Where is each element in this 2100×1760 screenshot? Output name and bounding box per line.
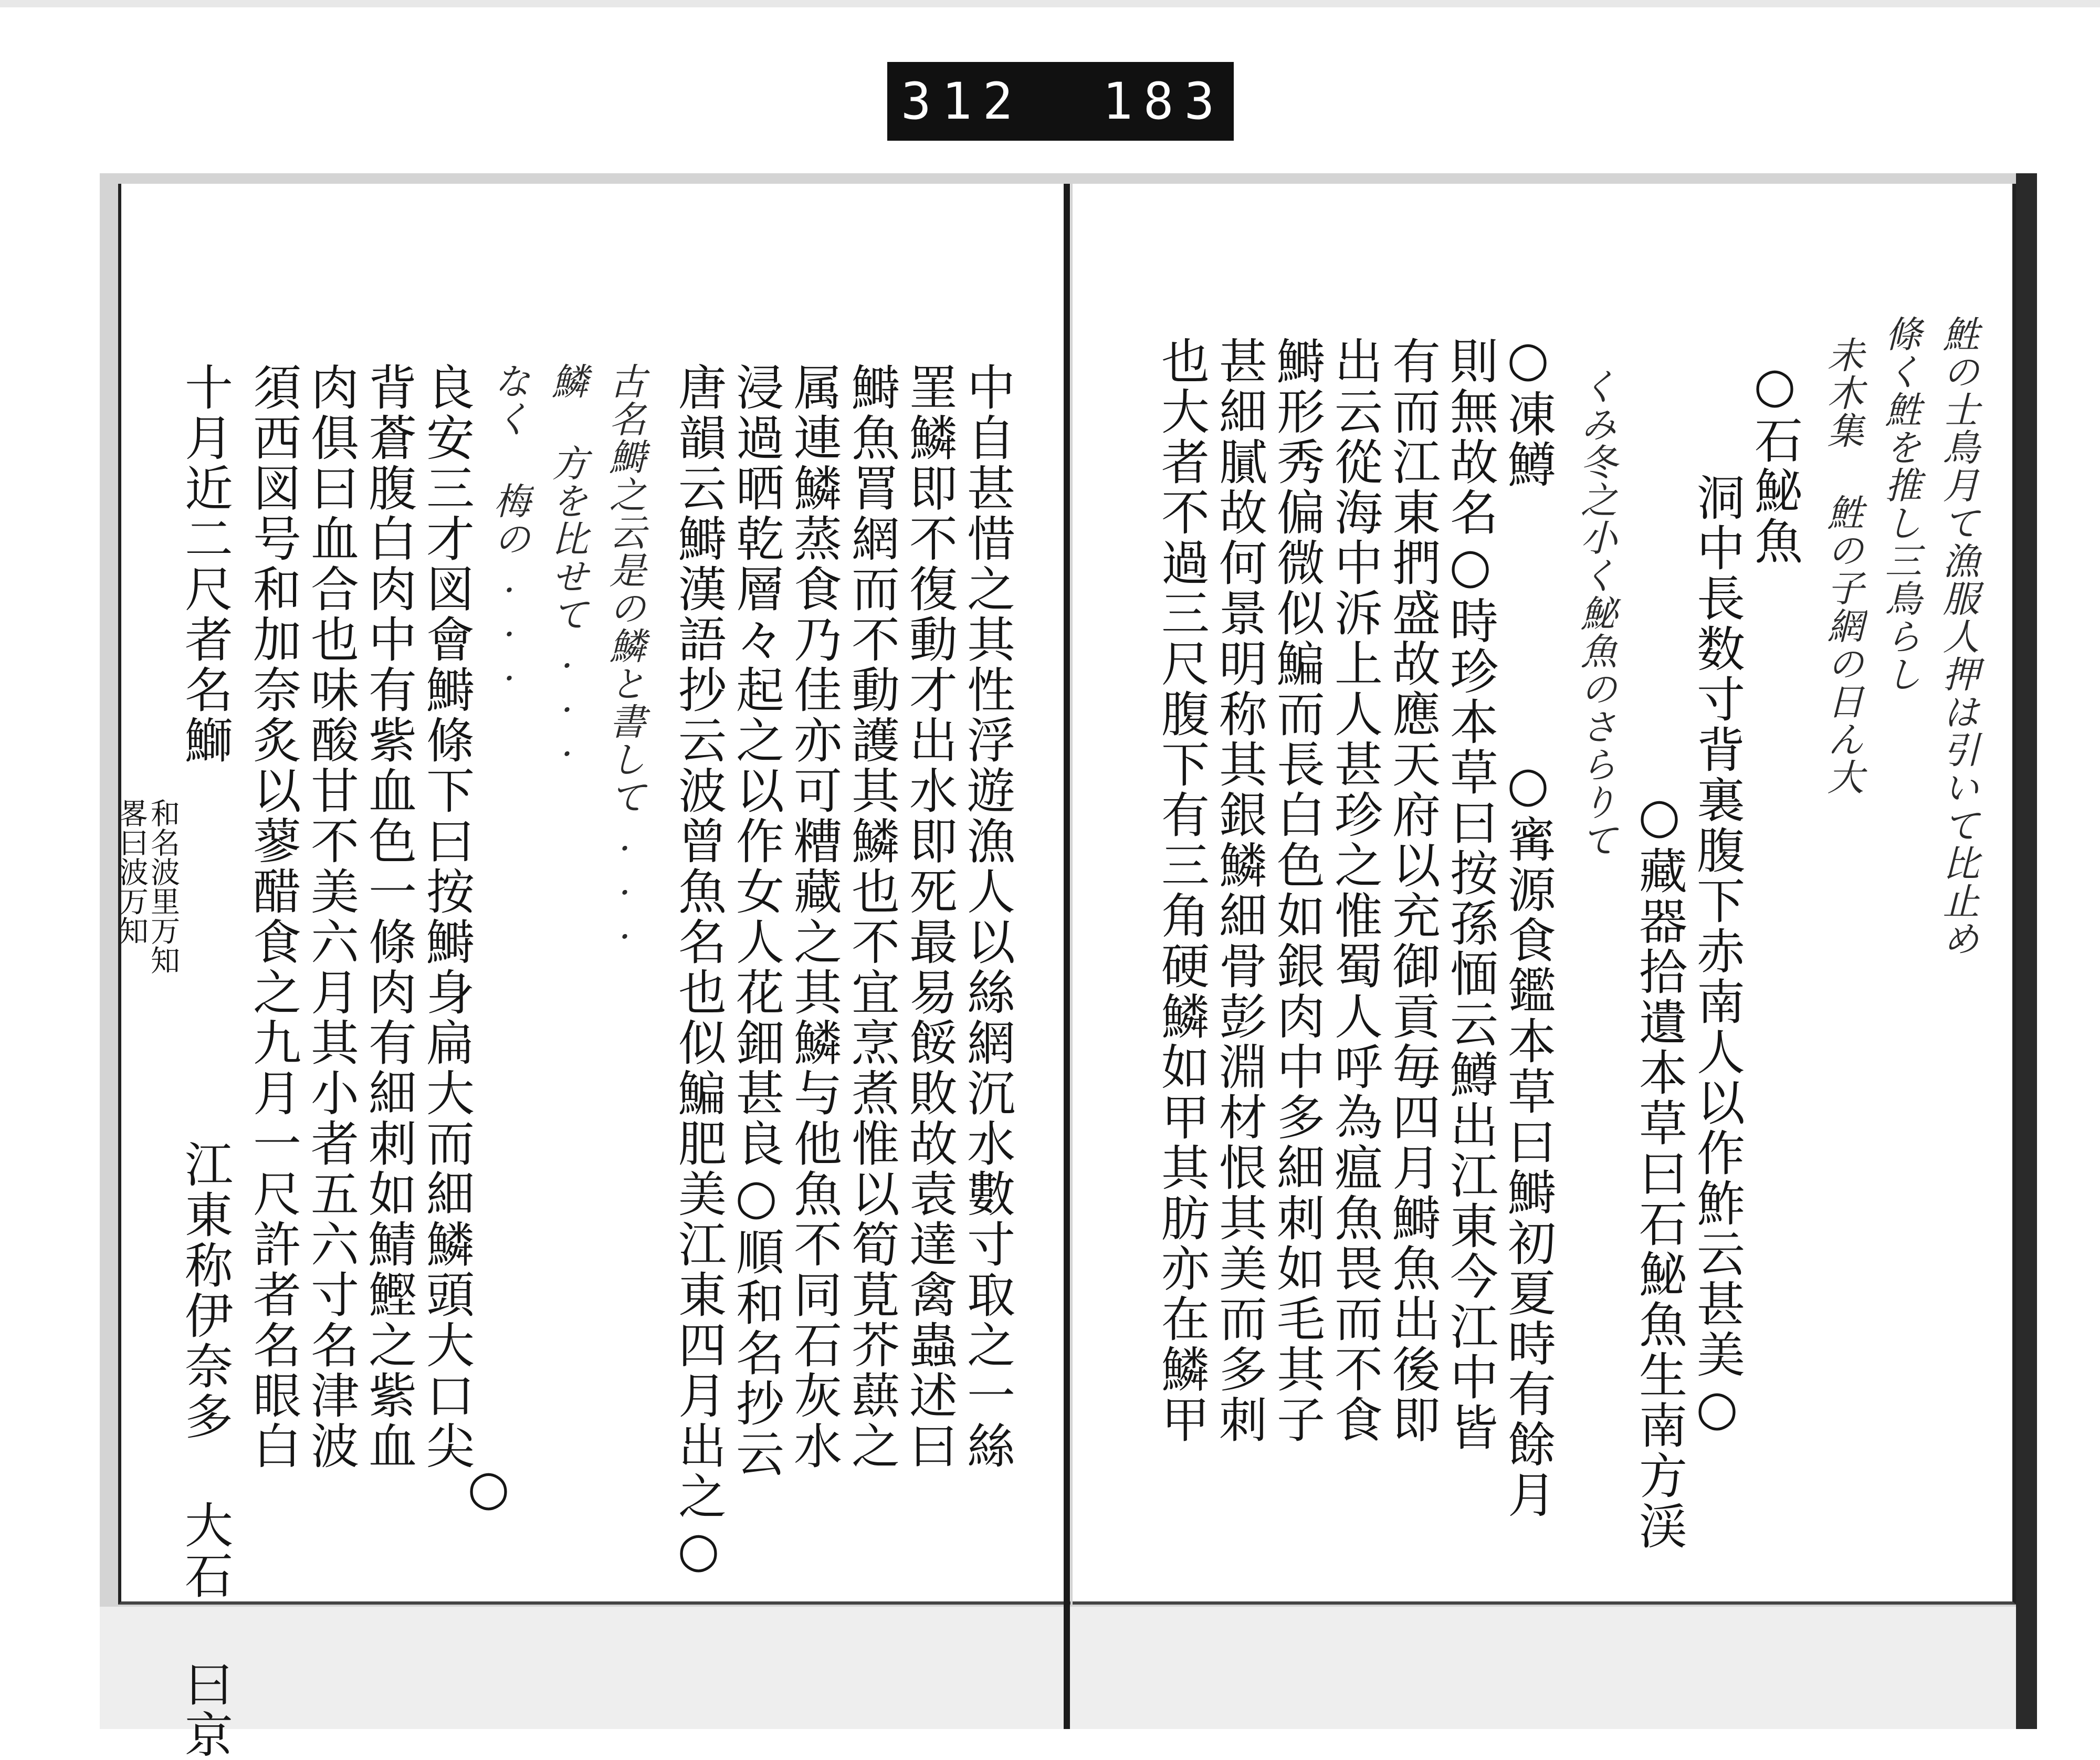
left-line-7: 古名鰣之云是の鱗と書して... <box>603 362 646 948</box>
right-line-10: 有而江東捫盛故應天府以充御貢毎四月鰣魚出後即 <box>1384 336 1441 1445</box>
book-right-edge <box>2016 173 2037 1729</box>
left-note-1: 和名波里万知 <box>146 798 180 975</box>
left-line-2: 罣鱗即不復動才出水即死最易餒敗故袁達禽蟲述曰 <box>901 362 958 1471</box>
right-line-6: ○藏器拾遺本草曰石鮅魚生南方渓 <box>1631 788 1687 1552</box>
right-line-4: ○石鮅魚 <box>1747 357 1803 567</box>
left-line-5: 浸過晒乾層々起之以作女人花鈿甚良○順和名抄云 <box>728 362 784 1479</box>
right-line-5: 洞中長数寸背裏腹下赤南人以作鮓云甚美○ <box>1689 473 1745 1438</box>
left-line-13: 須西図号和加奈炙以蓼醋食之九月一尺許者名眼白 <box>245 362 301 1471</box>
left-line-12: 肉俱曰血合也味酸甘不美六月其小者五六寸名津波 <box>303 362 359 1471</box>
left-line-3: 鰣魚罥網而不動護其鱗也不宜烹煮惟以筍莧芥蕻之 <box>844 362 900 1471</box>
left-line-14: 十月近二尺者名鰤 <box>177 362 233 766</box>
right-line-13: 甚細膩故何景明称其銀鱗細骨彭淵材恨其美而多刺 <box>1211 336 1267 1445</box>
right-line-8: ○凍鱒 <box>1500 331 1556 490</box>
left-line-6: 唐韻云鰣漢語抄云波曾魚名也似鯿肥美江東四月出之○ <box>670 362 727 1580</box>
frame-number-left: 312 <box>901 72 1024 131</box>
left-line-1: 中自甚惜之其性浮遊漁人以絲網沉水數寸取之一絲 <box>959 362 1015 1471</box>
right-line-7: くみ冬之小く鮅魚のさらりて <box>1574 368 1618 859</box>
frame-number-right: 183. <box>1102 72 1266 131</box>
left-line-9: なく 梅の... <box>488 362 531 690</box>
right-line-11: 出云從海中泝上人甚珍之惟蜀人呼為瘟魚畏而不食 <box>1327 336 1383 1445</box>
right-line-1: 鮏の士鳥月て漁服人押は引いて比止め <box>1937 315 1980 958</box>
left-line-11: 背蒼腹白肉中有紫血色一條肉有細刺如鯖鰹之紫血 <box>361 362 417 1471</box>
left-line-10: 良安三才図會鰣條下曰按鰣身扁大而細鱗頭大口尖 <box>418 362 475 1471</box>
right-line-15: ○寗源食鑑本草曰鰣初夏時有餘月 <box>1500 756 1556 1520</box>
left-note-3: ○ <box>460 1460 517 1518</box>
left-line-8: 鱗 方を比せて... <box>545 362 589 766</box>
left-line-4: 属連鱗蒸食乃佳亦可糟藏之其鱗与他魚不同石灰水 <box>786 362 842 1471</box>
left-note-2: 畧曰波万知 <box>114 798 149 945</box>
microfilm-frame-label <box>887 62 1266 141</box>
right-line-3: 未木集 鮏の子網の日ん大 <box>1821 336 1864 796</box>
book-spine <box>1064 184 1070 1729</box>
right-line-9: 則無故名○時珍本草曰按孫愐云鱒出江東今江中皆 <box>1442 336 1498 1453</box>
scan-top-edge <box>0 0 2100 7</box>
right-line-14: 也大者不過三尺腹下有三角硬鱗如甲其肪亦在鱗甲 <box>1153 336 1210 1445</box>
left-line-15: 江東称伊奈多 大石 曰京 <box>177 1139 233 1760</box>
right-line-2: 條く鮏を推し三鳥らし <box>1879 315 1922 693</box>
right-line-12: 鰣形秀偏微似鯿而長白色如銀肉中多細刺如毛其子 <box>1269 336 1325 1445</box>
